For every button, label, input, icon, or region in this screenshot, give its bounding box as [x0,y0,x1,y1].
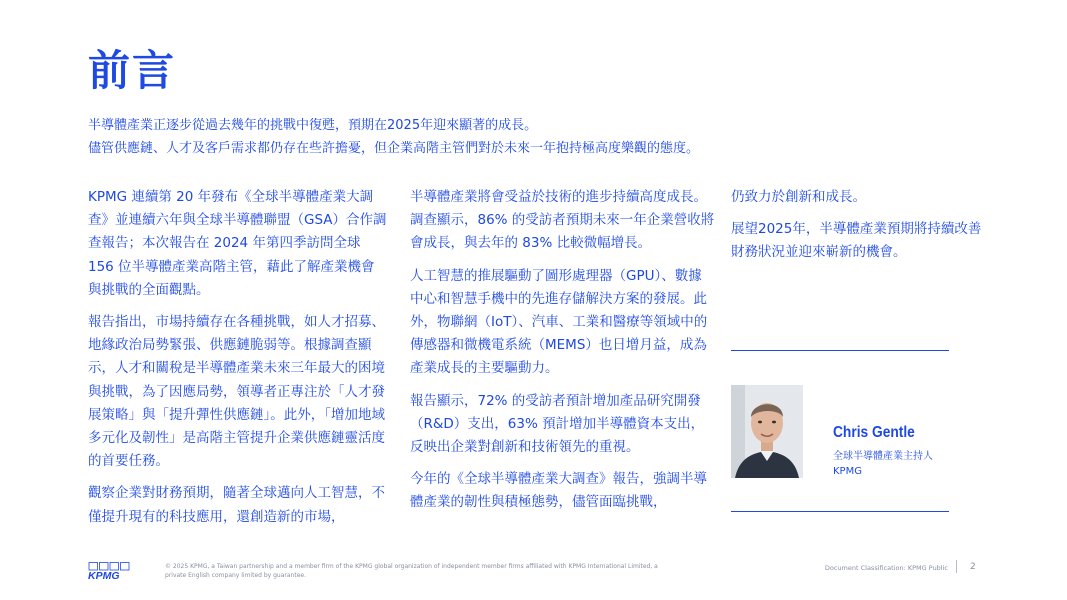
intro-text [88,114,988,160]
page-title: 前言 [88,46,177,95]
footer-divider [956,560,957,573]
person-org: KPMG [833,466,862,477]
paragraph: KPMG 連續第 20 年發布《全球半導體產業大調查》並連續六年與全球半導體聯盟（GSA）合作調查報告；本次報告在 2024 年第四季訪問全球 156 位半導體產業高階主管，藉此了解產業機會與挑戰的全面觀點。 [88,189,387,298]
paragraph: 展望2025年，半導體產業預期將持續改善財務狀況並迎來嶄新的機會。 [731,221,982,261]
paragraph: 今年的《全球半導體產業大調查》報告，強調半導體產業的韌性與積極態勢，儘管面臨挑戰， [410,471,707,511]
kpmg-logo [88,562,132,580]
paragraph: 半導體產業將會受益於技術的進步持續高度成長。調查顯示，86% 的受訪者預期未來一年企業營收將會成長，與去年的 83% 比較微幅增長。 [410,189,715,252]
person-photo [731,385,803,478]
divider-top [731,350,949,351]
paragraph: 報告指出，市場持續存在各種挑戰，如人才招募、地緣政治局勢緊張、供應鏈脆弱等。根據調查顯示，人才和關稅是半導體產業未來三年最大的困境與挑戰，為了因應局勢，領導者正專注於「人才發展策略」與「提升彈性供應鏈」。此外，「增加地域多元化及韌性」是高階主管提升企業供應鏈靈活度的首要任務。 [88,314,385,470]
body-column-2 [410,186,715,524]
person-role: 全球半導體產業主持人 [833,451,933,462]
page-number: 2 [970,562,976,572]
person-name: Chris Gentle [833,424,915,441]
body-column-1 [88,186,388,538]
paragraph: 人工智慧的推展驅動了圖形處理器（GPU）、數據中心和智慧手機中的先進存儲解決方案的發展。此外，物聯網（IoT）、汽車、工業和醫療等領域中的傳感器和微機電系統（MEMS）也日增月益，成為產業成長的主要驅動力。 [410,267,708,377]
paragraph: 仍致力於創新和成長。 [731,189,866,205]
kpmg-logo-text: KPMG [88,570,120,580]
divider-bottom [731,511,949,512]
copyright-notice: © 2025 KPMG, a Taiwan partnership and a member firm of the KPMG global organization of independent member firms affiliated with KPMG International Limited, a private English company limited by guarantee. [165,563,658,579]
paragraph: 觀察企業對財務預期，隨著全球邁向人工智慧，不僅提升現有的科技應用，還創造新的市場， [88,485,385,525]
person-role-block [833,449,933,479]
paragraph: 報告顯示，72% 的受訪者預計增加產品研究開發（R&D）支出，63% 預計增加半導體資本支出，反映出企業對創新和技術領先的重視。 [410,392,705,456]
intro-line-2: 儘管供應鏈、人才及客戶需求都仍存在些許擔憂，但企業高階主管們對於未來一年抱持極高度樂觀的態度。 [88,141,700,156]
body-column-3 [731,186,991,274]
intro-line-1: 半導體產業正逐步從過去幾年的挑戰中復甦，預期在2025年迎來顯著的成長。 [88,118,538,133]
document-classification: Document Classification: KPMG Public [824,564,948,572]
